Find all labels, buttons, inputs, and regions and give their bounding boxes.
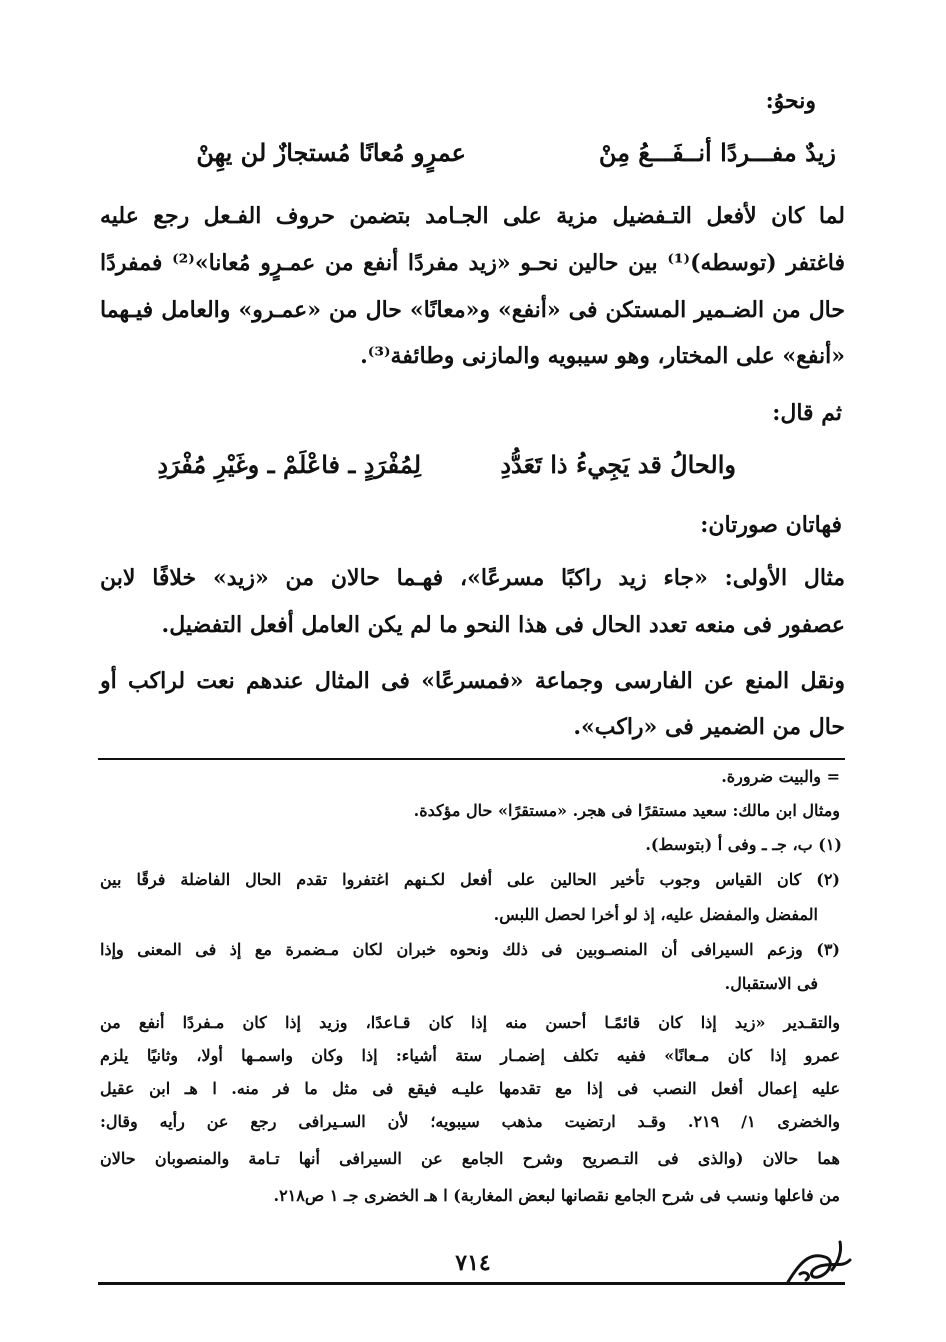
paragraph1-line1: لما كان لأفعل التـفضيل مزية على الجـامد بتضمن حروف الفـعل رجع عليه xyxy=(100,203,845,229)
paragraph3-line1: ونقل المنع عن الفارسى وجماعة «فمسرعًا» فى المثال عندهم نعت لراكب أو xyxy=(100,668,846,694)
verse2-second-hemistich: لِمُفْرَدٍ ـ فاعْلَمْ ـ وغَيْرِ مُفْرَدِ xyxy=(157,450,421,479)
footnote-1: (١) ب، جـ ـ وفى أ (بتوسط). xyxy=(645,835,842,854)
footnote-3-cont-line1: والتقـدير «زيد إذا كان قائمًـا أحسن منه إذا كان قـاعدًا، وزيد إذا كان مـفردًا أنفع من xyxy=(100,1013,841,1032)
footnote-3-cont-line2: عمرو إذا كان مـعانًا» ففيه تكلف إضمـار ستة أشياء: إذا وكان واسمـها أولا، وثانيًا يلزم xyxy=(100,1046,841,1065)
footnote-separator xyxy=(98,758,845,760)
verse2-first-hemistich: والحالُ قد يَجِيءُ ذا تَعَدُّدِ xyxy=(500,450,736,479)
footnote-3-cont-line5: هما حالان (والذى فى التـصريح وشرح الجامع عن السيرافى أنها تـامة والمنصوبان حالان xyxy=(100,1149,840,1168)
footnote-continuation-2: ومثال ابن مالك: سعيد مستقرًا فى هجر. «مستقرًا» حال مؤكدة. xyxy=(413,801,840,820)
footnote-2-line2: المفضل والمفضل عليه، إذ لو أخرا لحصل اللبس. xyxy=(493,905,818,924)
footnote-3-line2: فى الاستقبال. xyxy=(724,974,818,993)
footnote-3-cont-line6: من فاعلها ونسب فى شرح الجامع نقصانها لبعض المغاربة) ا هـ الخضرى جـ ١ ص٢١٨. xyxy=(273,1186,840,1205)
bottom-rule xyxy=(98,1282,845,1285)
paragraph2-line2: عصفور فى منعه تعدد الحال فى هذا النحو ما لم يكن العامل أفعل التفضيل. xyxy=(161,612,845,638)
footnote-3-line1: (٣) وزعم السيرافى أن المنصـوبين فى ذلك ونحوه خبران لكان مـضمرة مع إذ فى المعنى وإذا xyxy=(100,940,840,959)
footnote-2-line1: (٢) كان القياس وجوب تأخير الحالين على أفعل لكـنهم اغتفروا تقدم الحال الفاضلة فرقًا بين xyxy=(100,870,840,889)
paragraph1-line2: فاغتفر (توسطه)⁽¹⁾ بين حالين نحـو «زيد مفردًا أنفع من عمـرٍو مُعانا»⁽²⁾ فمفردًا xyxy=(100,250,845,276)
paragraph1-line4: «أنفع» على المختار، وهو سيبويه والمازنى وطائفة⁽³⁾. xyxy=(360,343,845,369)
footnote-3-cont-line3: عليه إعمال أفعل النصب فى إذا مع تقدمها عليـه فيقع فى مثل ما فر منه. ا هـ ابن عقيل xyxy=(100,1079,841,1098)
then-said-label: ثم قال: xyxy=(772,400,842,426)
verse1-first-hemistich: زيدٌ مفـــردًا أنــفَـــعُ مِنْ xyxy=(598,138,836,167)
paragraph1-line3: حال من الضـمير المستكن فى «أنفع» و«معانًا» حال من «عمـرو» والعامل فيـهما xyxy=(100,297,845,323)
two-forms-label: فهاتان صورتان: xyxy=(700,512,842,538)
footnote-continuation-1: = والبيت ضرورة. xyxy=(721,767,840,786)
paragraph2-line1: مثال الأولى: «جاء زيد راكبًا مسرعًا»، فهـما حالان من «زيد» خلافًا لابن xyxy=(100,565,845,591)
intro-label: ونحوُ: xyxy=(765,88,816,114)
verse1-second-hemistich: عمرٍو مُعانًا مُستجازٌ لن يهِنْ xyxy=(196,138,466,167)
handwritten-mark-icon xyxy=(780,1222,860,1292)
page-number: ٧١٤ xyxy=(455,1250,491,1276)
paragraph3-line2: حال من الضمير فى «راكب». xyxy=(573,714,845,740)
footnote-3-cont-line4: والخضرى ١/ ٢١٩. وقـد ارتضيت مذهب سيبويه؛ لأن السـيرافى رجع عن رأيه وقال: xyxy=(100,1112,841,1131)
